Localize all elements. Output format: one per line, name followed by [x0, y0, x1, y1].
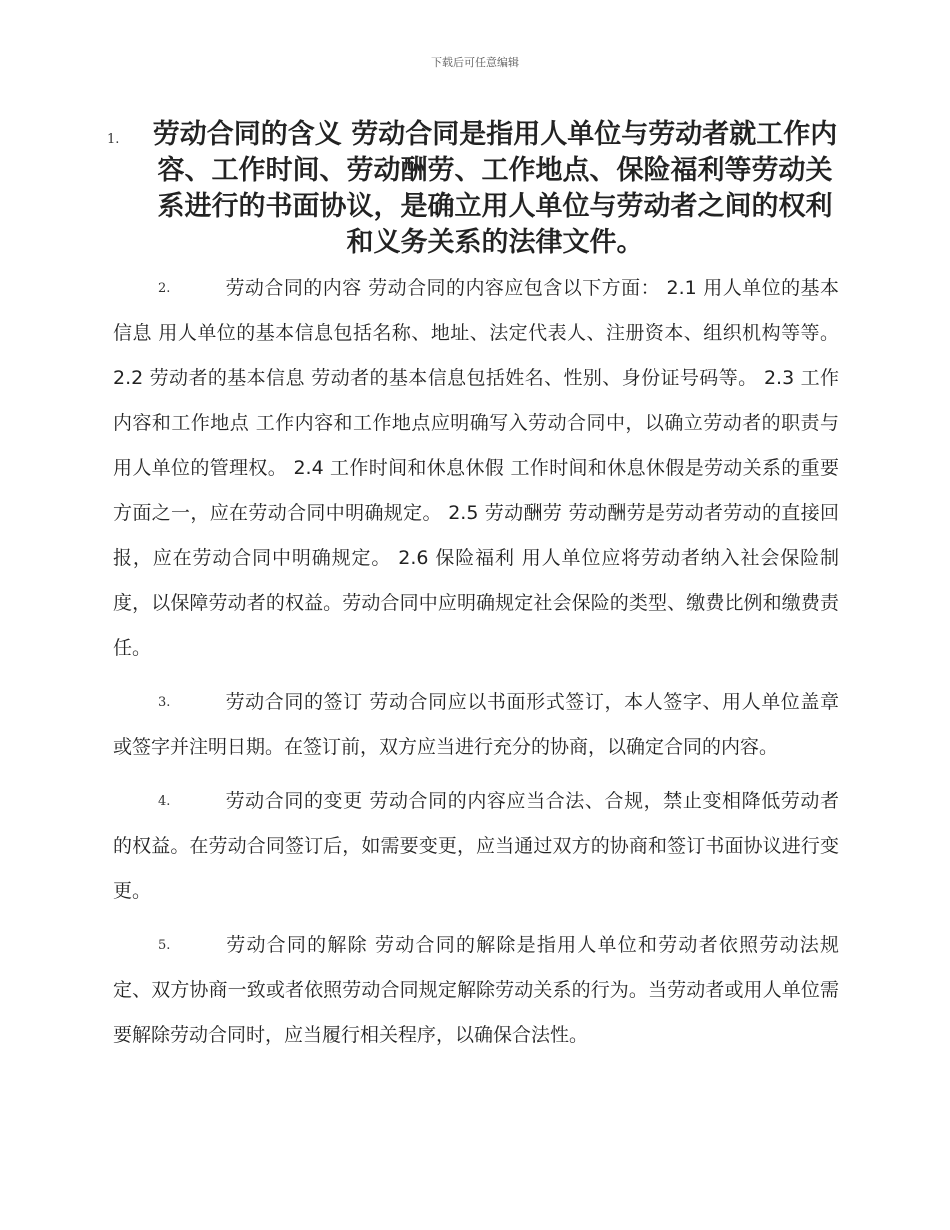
section-5-paragraph	[113, 923, 839, 1058]
section-2-paragraph	[113, 266, 839, 671]
section-1-text: 劳动合同的含义 劳动合同是指用人单位与劳动者就工作内容、工作时间、劳动酬劳、工作地点、保险福利等劳动关系进行的书面协议，是确立用人单位与劳动者之间的权利和义务关系的法律文件。	[152, 119, 838, 258]
section-1-heading	[107, 117, 839, 261]
section-5-number: 5.	[158, 938, 171, 953]
document-body	[107, 117, 839, 1058]
section-4-text: 劳动合同的变更 劳动合同的内容应当合法、合规，禁止变相降低劳动者的权益。在劳动合同签订后，如需要变更，应当通过双方的协商和签订书面协议进行变更。	[113, 790, 839, 902]
section-5-text: 劳动合同的解除 劳动合同的解除是指用人单位和劳动者依照劳动法规定、双方协商一致或者依照劳动合同规定解除劳动关系的行为。当劳动者或用人单位需要解除劳动合同时，应当履行相关程序，以确保合法性。	[113, 934, 839, 1046]
section-3-number: 3.	[158, 695, 171, 710]
page-header-note: 下载后可任意编辑	[431, 56, 519, 69]
section-2-number: 2.	[158, 281, 171, 296]
section-3-text: 劳动合同的签订 劳动合同应以书面形式签订，本人签字、用人单位盖章或签字并注明日期。在签订前，双方应当进行充分的协商，以确定合同的内容。	[113, 691, 839, 758]
section-4-paragraph	[113, 779, 839, 914]
section-4-number: 4.	[158, 794, 171, 809]
section-2-text: 劳动合同的内容 劳动合同的内容应包含以下方面： 2.1 用人单位的基本信息 用人单位的基本信息包括名称、地址、法定代表人、注册资本、组织机构等等。 2.2 劳动者的基本信息 劳动者的基本信息包括姓名、性别、身份证号码等。 2.3 工作内容和工作地点 工作内容和工作地点应明确写入劳动合同中，以确立劳动者的职责与用人单位的管理权。 2.4 工作时间和休息休假 工作时间和休息休假是劳动关系的重要方面之一，应在劳动合同中明确规定。 2.5 劳动酬劳 劳动酬劳是劳动者劳动的直接回报，应在劳动合同中明确规定。 2.6 保险福利 用人单位应将劳动者纳入社会保险制度，以保障劳动者的权益。劳动合同中应明确规定社会保险的类型、缴费比例和缴费责任。	[113, 277, 839, 659]
section-3-paragraph	[113, 680, 839, 770]
section-1-number: 1.	[107, 132, 120, 147]
